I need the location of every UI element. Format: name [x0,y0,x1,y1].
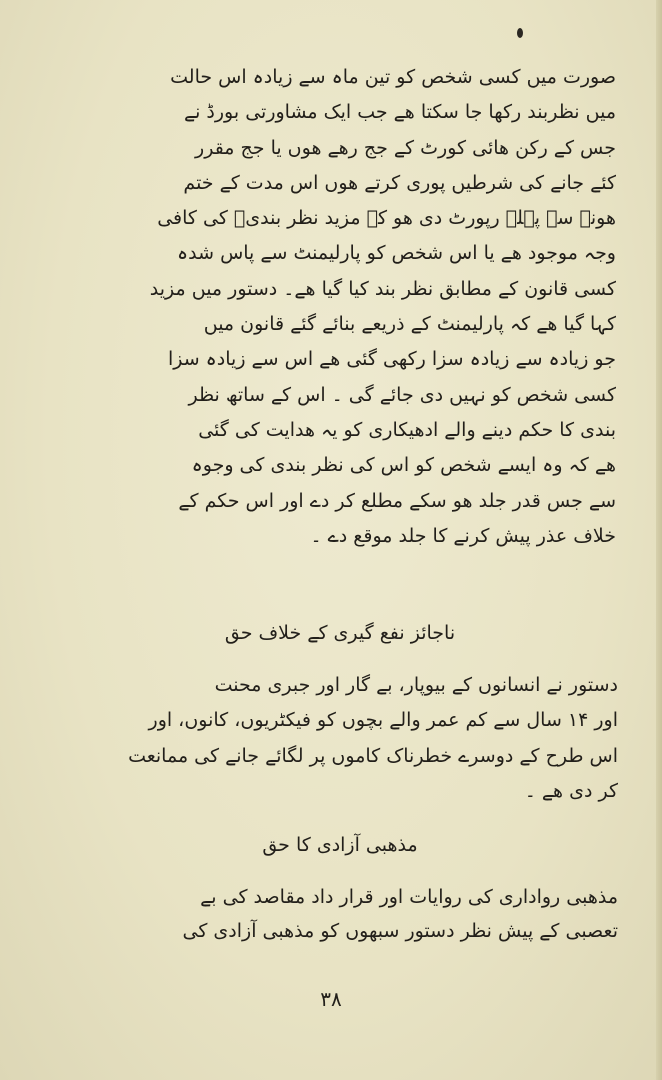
text-line: مذھبی رواداری کی روایات اور قرار داد مقاصد کی بے [200,886,618,908]
text-line: دستور نے انسانوں کے بیوپار، بے گار اور جبری محنت [214,674,618,696]
text-line: وجہ موجود ھے یا اس شخص کو پارلیمنٹ سے پاس شدہ [177,242,616,265]
paragraph-detention-rights [70,60,616,554]
text-line: جو زیادہ سے زیادہ سزا رکھی گئی ھے اس سے زیادہ سزا [167,348,616,371]
text-line: ھونے سے پہلے رپورٹ دی ھو کہ مزید نظر بندیؔ کی کافی [157,207,616,230]
text-line: تعصبی کے پیش نظر دستور سبھوں کو مذھبی آزادی کی [182,920,618,942]
text-line: خلاف عذر پیش کرنے کا جلد موقع دے ۔ [310,524,616,547]
text-line: اور ۱۴ سال سے کم عمر والے بچوں کو فیکٹریوں، کانوں، اور [148,709,618,732]
page-number: ۳۸ [320,987,342,1011]
text-line: سے جس قدر جلد ھو سکے مطلع کر دے اور اس حکم کے [178,489,616,512]
page-edge-shadow [656,0,662,1080]
text-line: جس کے رکن ھائی کورٹ کے جج رھے ھوں یا جج مقرر [195,136,616,159]
text-line: اس طرح کے دوسرے خطرناک کاموں پر لگائے جانے کی ممانعت [128,744,618,767]
text-line: ھے کہ وہ ایسے شخص کو اس کی نظر بندی کی وجوہ [191,454,616,477]
text-line: صورت میں کسی شخص کو تین ماہ سے زیادہ اس حالت [170,66,616,88]
text-line: کسی شخص کو نہیں دی جائے گی ۔ اس کے ساتھ نظر [188,383,616,406]
section-heading-exploitation: ناجائز نفع گیری کے خلاف حق [224,622,456,644]
text-line: بندی کا حکم دینے والے ادھیکاری کو یہ ھدایت کی گئی [198,418,616,441]
text-line: میں نظربند رکھا جا سکتا ھے جب ایک مشاورتی بورڈ نے [183,101,616,124]
text-line: کر دی ھے ۔ [524,779,618,802]
paragraph-exploitation [78,668,618,809]
text-line: کئے جانے کی شرطیں پوری کرتے ھوں اس مدت کے ختم [183,171,616,194]
text-line: کسی قانون کے مطابق نظر بند کیا گیا ھے۔ دستور میں مزید [149,277,616,300]
text-line: کہا گیا ھے کہ پارلیمنٹ کے ذریعے بنائے گئے قانون میں [203,313,616,336]
section-heading-religious-freedom: مذھبی آزادی کا حق [262,834,418,856]
paragraph-religious-freedom [78,880,618,948]
ink-blot [517,28,523,38]
